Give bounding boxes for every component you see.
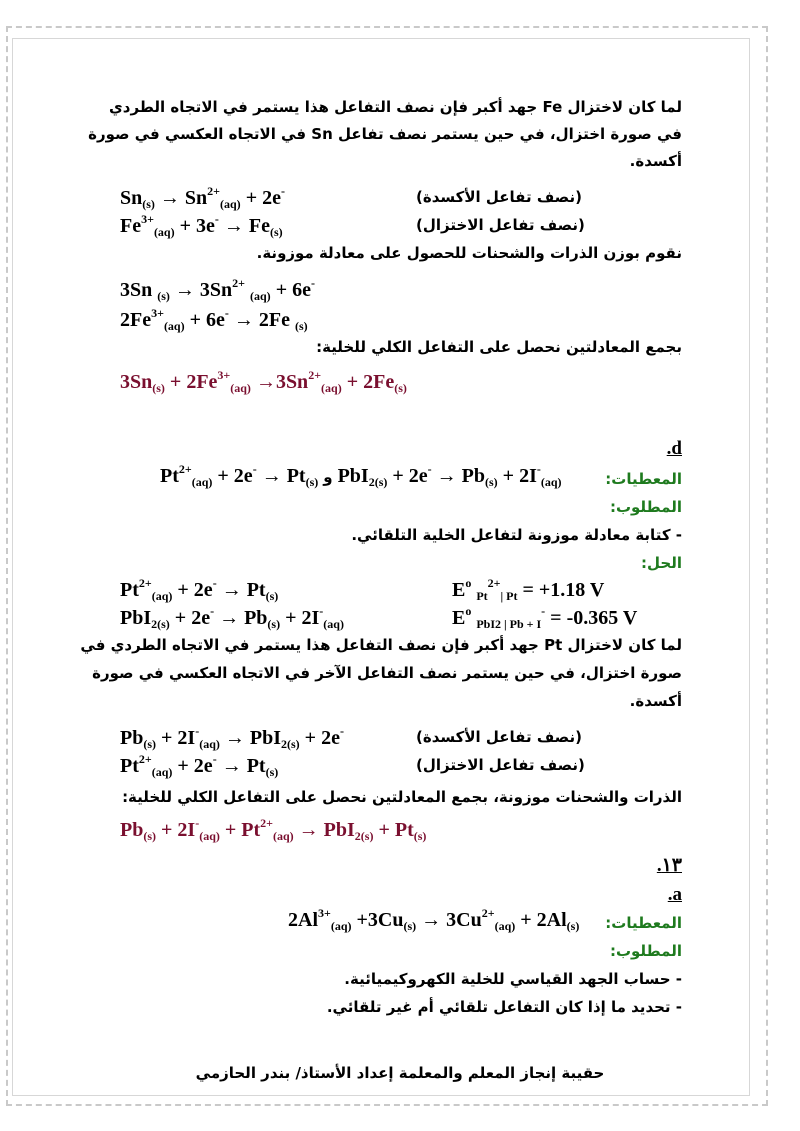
required-item: - حساب الجهد القياسي للخلية الكهروكيميائية. bbox=[344, 970, 682, 988]
balance-text: نقوم بوزن الذرات والشحنات للحصول على معادلة موزونة. bbox=[256, 244, 682, 262]
required-item: - تحديد ما إذا كان التفاعل تلقائي أم غير تلقائي. bbox=[326, 998, 682, 1016]
paragraph-line: صورة اختزال، في حين يستمر نصف التفاعل الآخر في الاتجاه العكسي في صورة bbox=[92, 664, 682, 682]
equation-pbi2-reduction: $PbI_{2(s)} + 2e^- \to Pb_{(s)} + 2I^-_{(aq)}$ bbox=[120, 604, 344, 631]
paragraph-line: أكسدة. bbox=[629, 692, 682, 710]
connector-and: و bbox=[323, 468, 333, 486]
equation-givens-13a: $2Al^{3+}_{(aq)} +3Cu_{(s)} \to 3Cu^{2+}_{(aq)} + 2Al_{(s)}$ bbox=[288, 906, 580, 933]
equation-givens-d: $Pt^{2+}_{(aq)} + 2e^- \to Pt_{(s)}$ و $PbI_{2(s)} + 2e^- \to Pb_{(s)} + 2I^-_{(aq)}$ bbox=[160, 462, 562, 489]
section-marker-a: .a bbox=[667, 884, 682, 905]
e-pt-value: = +1.18 V bbox=[522, 579, 605, 601]
paragraph-line: في صورة اختزال، في حين يستمر نصف تفاعل Sn في الاتجاه العكسي في صورة bbox=[88, 125, 682, 143]
sum-text: بجمع المعادلتين نحصل على التفاعل الكلي للخلية: bbox=[316, 338, 682, 356]
reduction-label: (نصف تفاعل الاختزال) bbox=[416, 756, 585, 774]
section-marker-d: .d bbox=[666, 438, 682, 459]
paragraph-line: لما كان لاختزال Pt جهد أكبر فإن نصف التفاعل هذا يستمر في الاتجاه الطردي في bbox=[80, 636, 682, 654]
required-label: المطلوب: bbox=[609, 942, 682, 960]
solution-label: الحل: bbox=[641, 554, 682, 572]
equation-pt-reduction: $Pt^{2+}_{(aq)} + 2e^- \to Pt_{(s)}$ bbox=[120, 576, 279, 603]
equation-sn-oxidation: $Sn_{(s)} \to Sn^{2+}_{(aq)} + 2e^-$ bbox=[120, 184, 285, 211]
givens-label: المعطيات: bbox=[605, 914, 682, 932]
equation-overall-c: $3Sn_{(s)} + 2Fe^{3+}_{(aq)} \to 3Sn^{2+}_{(aq)} + 2Fe_{(s)}$ bbox=[120, 368, 407, 395]
paragraph-line: أكسدة. bbox=[629, 152, 682, 170]
section-number-13: .١٣ bbox=[656, 855, 682, 876]
e-pbi2-value: = -0.365 V bbox=[550, 607, 638, 629]
footer-credit: حقيبة إنجاز المعلم والمعلمة إعداد الأستاذ/ بندر الحازمي bbox=[195, 1064, 605, 1082]
e-pt: $E^o$ $_{Pt}^{2+}_{| Pt}$ = +1.18 V bbox=[452, 576, 605, 603]
equation-pb-oxidation: $Pb_{(s)} + 2I^-_{(aq)} \to PbI_{2(s)} + 2e^-$ bbox=[120, 724, 344, 751]
e-pbi2: $E^o$ $_{PbI2 | Pb + I}$- = -0.365 V bbox=[452, 604, 638, 631]
equation-pt-reduction-2: $Pt^{2+}_{(aq)} + 2e^- \to Pt_{(s)}$ bbox=[120, 752, 279, 779]
equation-sn-balanced: 3Sn $_{(s)} \to 3Sn^{2+}$ $_{(aq)}$ + 6e- bbox=[120, 276, 315, 303]
equation-overall-d: $Pb_{(s)} + 2I^-_{(aq)} + Pt^{2+}_{(aq)} \to PbI_{2(s)} + Pt_{(s)}$ bbox=[120, 816, 427, 843]
paragraph-line: لما كان لاختزال Fe جهد أكبر فإن نصف التفاعل هذا يستمر في الاتجاه الطردي bbox=[109, 98, 682, 116]
equation-fe-balanced: $2Fe^{3+}_{(aq)} + 6e^- \to 2Fe$ $_{(s)}$ bbox=[120, 306, 308, 333]
required-label: المطلوب: bbox=[609, 498, 682, 516]
givens-label: المعطيات: bbox=[605, 470, 682, 488]
equation-fe-reduction: $Fe^{3+}_{(aq)} + 3e^- \to Fe_{(s)}$ bbox=[120, 212, 283, 239]
sum-text: الذرات والشحنات موزونة، بجمع المعادلتين نحصل على التفاعل الكلي للخلية: bbox=[122, 788, 682, 806]
oxidation-label: (نصف تفاعل الأكسدة) bbox=[416, 188, 582, 206]
oxidation-label: (نصف تفاعل الأكسدة) bbox=[416, 728, 582, 746]
reduction-label: (نصف تفاعل الاختزال) bbox=[416, 216, 585, 234]
required-item: - كتابة معادلة موزونة لتفاعل الخلية التلقائي. bbox=[351, 526, 682, 544]
